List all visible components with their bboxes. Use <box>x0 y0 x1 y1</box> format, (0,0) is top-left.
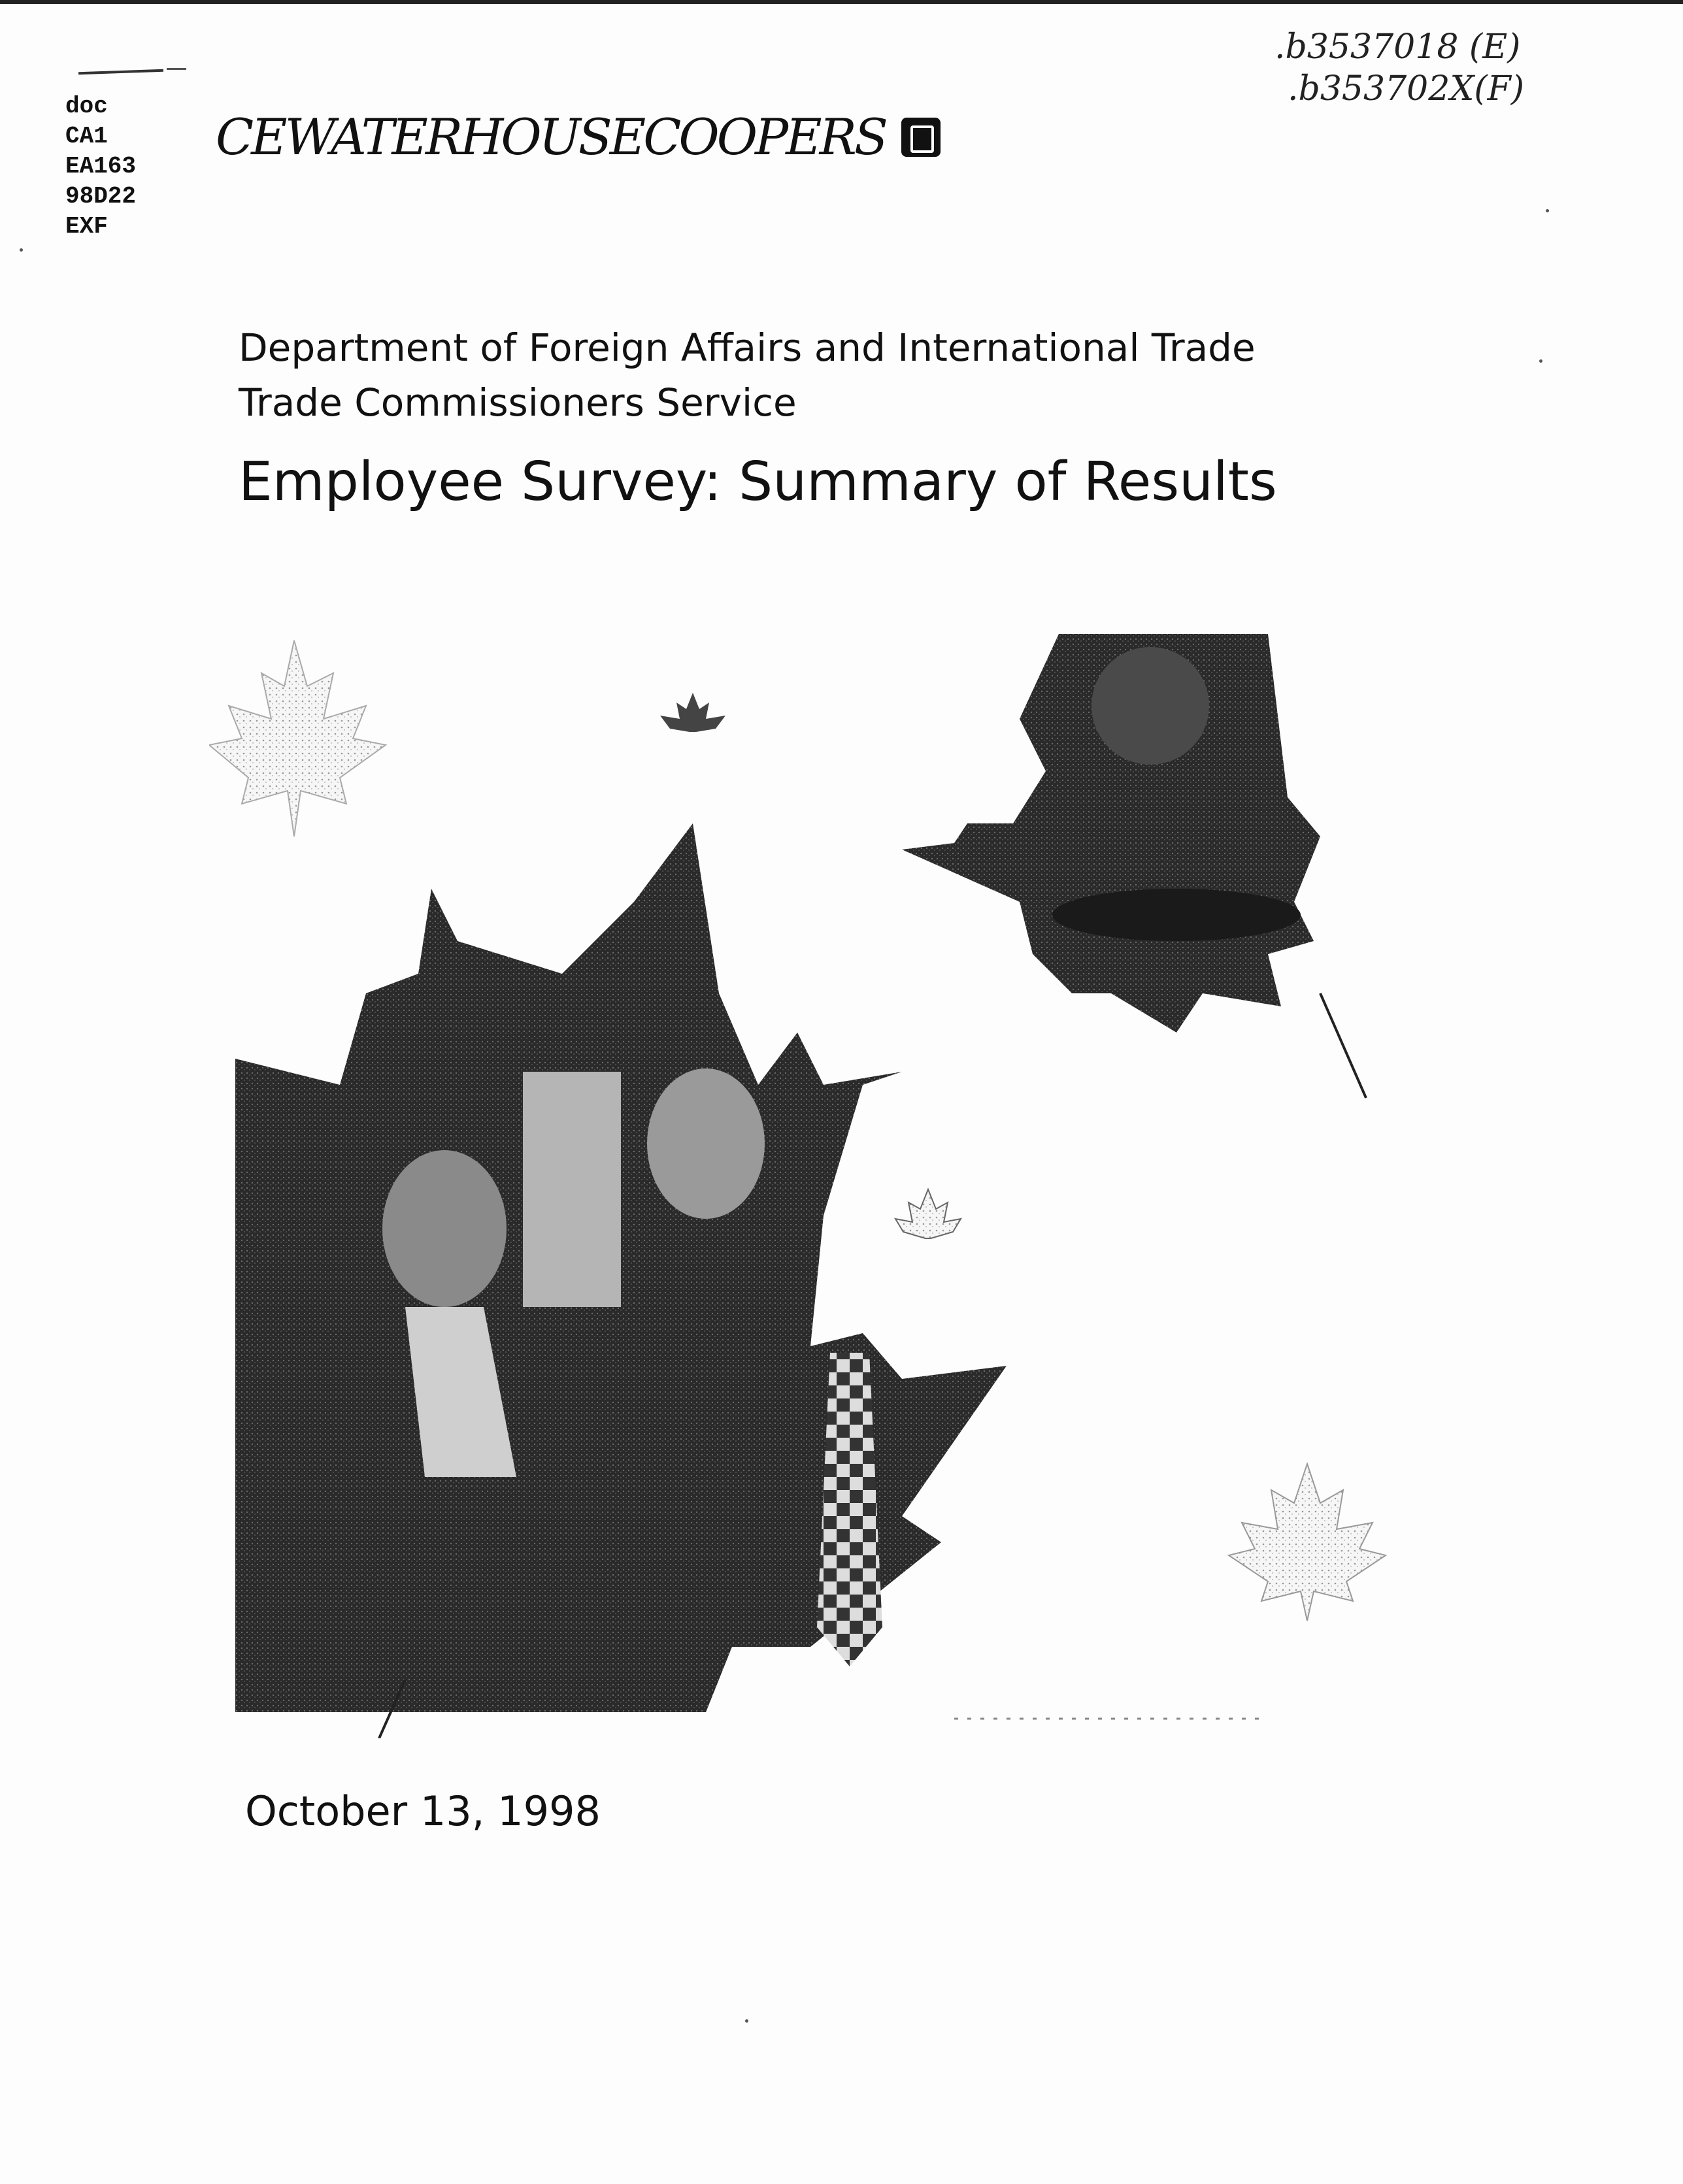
service-name: Trade Commissioners Service <box>239 380 797 425</box>
handwritten-annotation <box>1275 26 1524 110</box>
department-heading <box>239 320 1256 430</box>
maple-leaf-icon <box>209 640 386 836</box>
scan-top-edge <box>0 0 1683 4</box>
company-logo <box>216 108 941 166</box>
plant-shape <box>1091 647 1209 765</box>
scan-speck <box>1546 209 1549 212</box>
call-number-line: EXF <box>65 213 108 240</box>
logo-mark-icon <box>901 118 941 157</box>
handwritten-line: .b3537018 (E) <box>1275 27 1521 67</box>
photo-edge-line <box>1320 993 1366 1098</box>
call-number-line: CA1 <box>65 123 108 150</box>
scan-mark <box>78 69 163 75</box>
maple-leaf-icon <box>1229 1464 1386 1621</box>
face-shape <box>647 1068 765 1219</box>
scan-speck <box>745 2019 748 2023</box>
scan-mark <box>167 68 186 70</box>
handwritten-line: .b353702X(F) <box>1288 69 1524 108</box>
logo-wordmark: CEWATERHOUSECOOPERS <box>216 108 886 166</box>
call-number-line: 98D22 <box>65 183 137 210</box>
call-number-line: doc <box>65 93 108 120</box>
face-shape <box>382 1150 507 1307</box>
scan-speck <box>20 248 23 252</box>
document-title: Employee Survey: Summary of Results <box>239 451 1277 513</box>
doorway-shape <box>523 1072 621 1307</box>
call-number-line: EA163 <box>65 153 137 180</box>
cover-collage-image <box>209 627 1451 1738</box>
library-call-number <box>65 91 136 242</box>
scan-speck <box>1539 359 1542 363</box>
table-shape <box>1052 889 1301 941</box>
department-name: Department of Foreign Affairs and International Trade <box>239 325 1256 370</box>
document-date: October 13, 1998 <box>245 1787 601 1835</box>
maple-leaf-icon <box>895 1189 961 1238</box>
maple-leaf-icon <box>660 693 725 732</box>
